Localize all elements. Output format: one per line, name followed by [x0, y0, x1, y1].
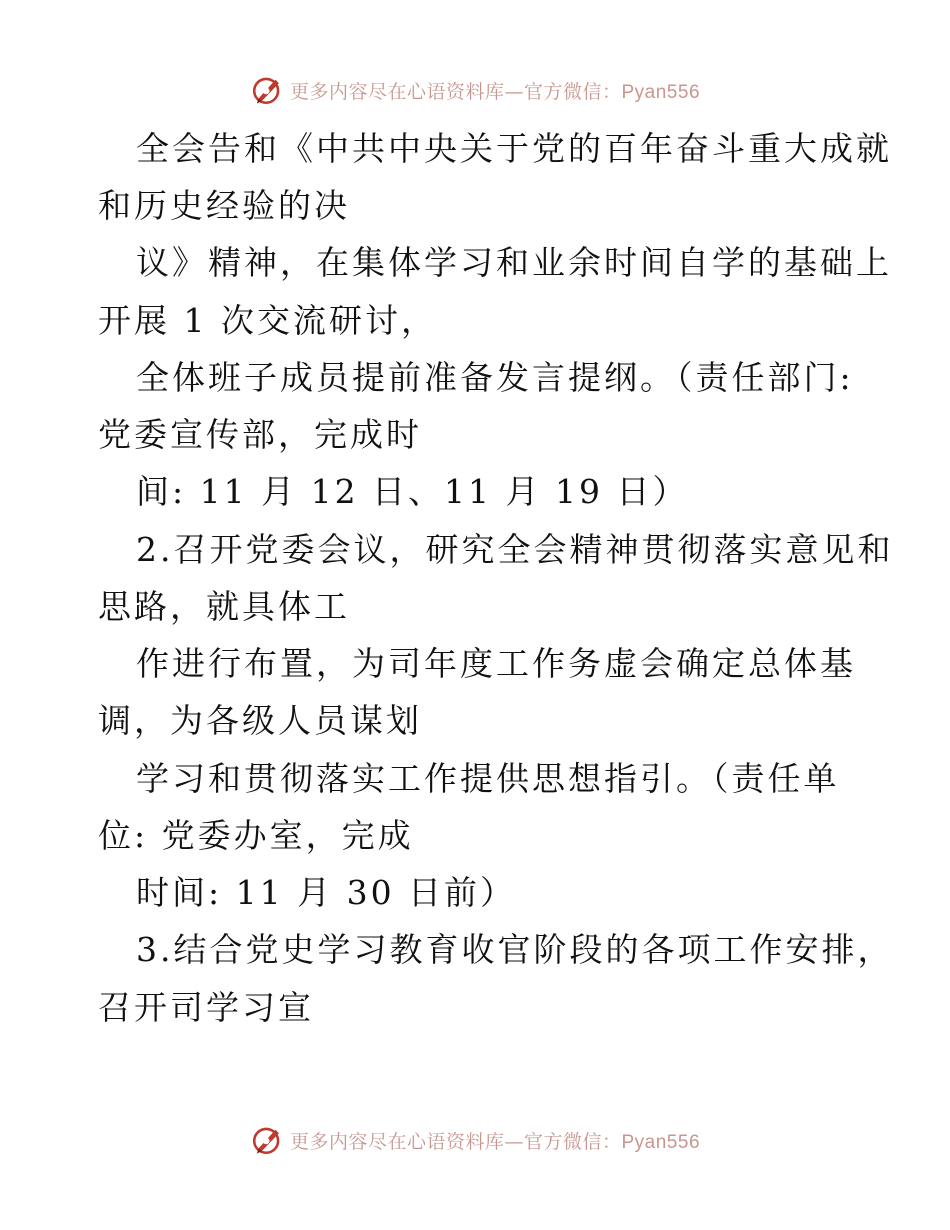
text-line: 全会告和《中共中央关于党的百年奋斗重大成就: [136, 129, 892, 168]
text-line: 思路，就具体工: [98, 587, 350, 626]
watermark-wechat-label: 官方微信：: [523, 1130, 622, 1153]
pen-logo-icon: [250, 73, 284, 107]
text-line: 作进行布置，为司年度工作务虚会确定总体基: [136, 644, 856, 683]
text-line: 召开司学习宣: [98, 988, 314, 1027]
header-watermark: [0, 70, 950, 110]
text-line: 位: 党委办室，完成: [98, 816, 414, 855]
watermark-site: 更多内容尽在心语资料库: [289, 1130, 505, 1153]
text-line: 和历史经验的决: [98, 186, 350, 225]
text-line: 全体班子成员提前准备发言提纲。（责任部门:: [136, 358, 854, 397]
watermark-dash: —: [504, 80, 524, 103]
footer-watermark: [0, 1120, 950, 1160]
text-line: 议》精神，在集体学习和业余时间自学的基础上: [136, 243, 892, 282]
watermark-wechat-id: Pyan556: [621, 81, 701, 103]
text-line: 时间: 11 月 30 日前）: [136, 873, 517, 912]
watermark-text: [290, 1127, 700, 1154]
watermark-wechat-label: 官方微信：: [523, 80, 622, 103]
text-line: 党委宣传部，完成时: [98, 415, 422, 454]
watermark-text: [290, 77, 700, 104]
watermark-site: 更多内容尽在心语资料库: [289, 80, 505, 103]
text-line: 2.召开党委会议，研究全会精神贯彻落实意见和: [136, 530, 894, 569]
text-line: 调，为各级人员谋划: [98, 701, 422, 740]
pen-logo-icon: [250, 1123, 284, 1157]
watermark-wechat-id: Pyan556: [621, 1131, 701, 1153]
text-line: 学习和贯彻落实工作提供思想指引。（责任单: [136, 759, 840, 798]
text-line: 间: 11 月 12 日、11 月 19 日）: [136, 472, 689, 511]
watermark-dash: —: [504, 1130, 524, 1153]
text-line: 3.结合党史学习教育收官阶段的各项工作安排，: [136, 930, 894, 969]
text-line: 开展 1 次交流研讨，: [98, 301, 437, 340]
